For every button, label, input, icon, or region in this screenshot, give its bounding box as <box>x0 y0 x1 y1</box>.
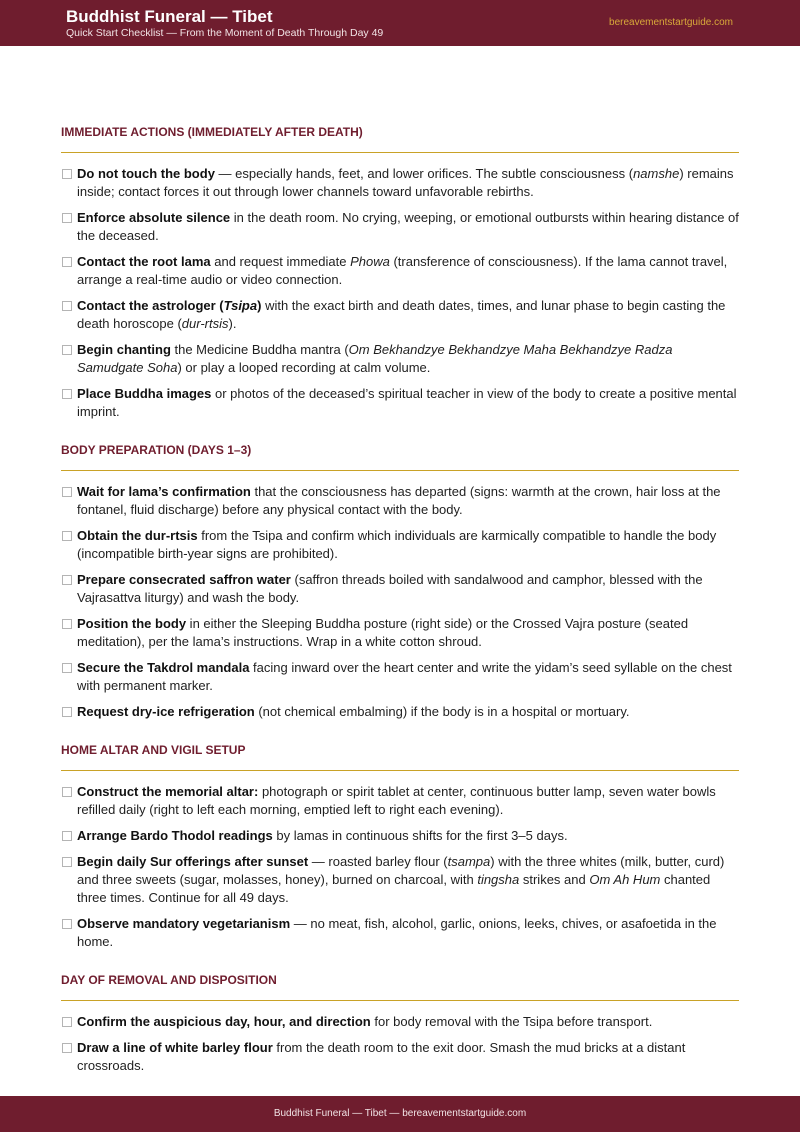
item-text: ) remains inside; contact forces it out through lower channels toward unfavorable rebirths. <box>77 166 734 199</box>
checklist-item <box>61 253 739 289</box>
checklist-item <box>61 165 739 201</box>
item-heading: Obtain the dur-rtsis <box>77 528 198 543</box>
item-text: ). <box>228 316 237 331</box>
item-text: ) or play a looped recording at calm volume. <box>177 360 431 375</box>
checklist-item <box>61 527 739 563</box>
header-site-link[interactable]: bereavementstartguide.com <box>609 17 733 28</box>
checklist-item <box>61 341 739 377</box>
item-heading: Enforce absolute silence <box>77 210 231 225</box>
document-title: Buddhist Funeral — Tibet <box>66 7 273 26</box>
item-term: tsampa <box>447 854 491 869</box>
checkbox[interactable] <box>62 487 72 497</box>
checkbox[interactable] <box>62 663 72 673</box>
item-heading: Begin chanting <box>77 342 171 357</box>
checklist-item <box>61 827 739 845</box>
checkbox[interactable] <box>62 345 72 355</box>
item-text: strikes and <box>519 872 590 887</box>
checklist-item <box>61 1039 739 1075</box>
checklist-section <box>61 125 739 421</box>
item-text: (saffron threads boiled with sandalwood and camphor, blessed with the Vajrasattva liturgy) and wash the body. <box>77 572 703 605</box>
item-text: for body removal with the Tsipa before transport. <box>370 1014 653 1029</box>
checklist-section <box>61 743 739 951</box>
checklist-section <box>61 443 739 721</box>
checklist-content <box>61 125 739 1097</box>
checklist-item <box>61 915 739 951</box>
checkbox[interactable] <box>62 619 72 629</box>
item-heading: Construct the memorial altar: <box>77 784 259 799</box>
checkbox[interactable] <box>62 857 72 867</box>
page-footer <box>0 1096 800 1132</box>
item-heading: Request dry-ice refrigeration <box>77 704 255 719</box>
item-term: Om Bekhandzye Bekhandzye Maha Bekhandzye Radza Samudgate Soha <box>77 342 673 375</box>
checkbox[interactable] <box>62 575 72 585</box>
item-term: Om Ah Hum <box>589 872 661 887</box>
checklist-item <box>61 297 739 333</box>
checklist-section <box>61 973 739 1075</box>
footer-text: Buddhist Funeral — Tibet — bereavementstartguide.com <box>273 1108 527 1119</box>
section-title: DAY OF REMOVAL AND DISPOSITION <box>61 973 739 1001</box>
checkbox[interactable] <box>62 531 72 541</box>
item-text: photograph or spirit tablet at center, continuous butter lamp, seven water bowls refilled daily (right to left each morning, emptied left to right each evening). <box>77 784 716 817</box>
item-text: by lamas in continuous shifts for the first 3–5 days. <box>272 828 568 843</box>
checkbox[interactable] <box>62 787 72 797</box>
item-heading: Arrange Bardo Thodol readings <box>77 828 273 843</box>
item-text: — roasted barley flour ( <box>308 854 448 869</box>
checkbox[interactable] <box>62 1043 72 1053</box>
item-term: namshe <box>633 166 680 181</box>
item-text: ) with the three whites (milk, butter, curd) and three sweets (sugar, molasses, honey), burned on charcoal, with <box>77 854 725 887</box>
checklist-item <box>61 483 739 519</box>
item-heading: Begin daily Sur offerings after sunset <box>77 854 309 869</box>
page-header <box>0 0 800 46</box>
item-heading: Place Buddha images <box>77 386 212 401</box>
checkbox[interactable] <box>62 257 72 267</box>
item-text: with the exact birth and death dates, times, and lunar phase to begin casting the death horoscope ( <box>77 298 726 331</box>
checklist-item <box>61 571 739 607</box>
checkbox[interactable] <box>62 707 72 717</box>
checklist-item <box>61 659 739 695</box>
checkbox[interactable] <box>62 389 72 399</box>
item-text: in the death room. No crying, weeping, or emotional outbursts within hearing distance of the deceased. <box>77 210 739 243</box>
checklist-item <box>61 209 739 245</box>
checkbox[interactable] <box>62 301 72 311</box>
item-text: (transference of consciousness). If the lama cannot travel, arrange a real-time audio or video connection. <box>77 254 728 287</box>
item-text: the Medicine Buddha mantra ( <box>170 342 349 357</box>
section-title: HOME ALTAR AND VIGIL SETUP <box>61 743 739 771</box>
section-title: BODY PREPARATION (DAYS 1–3) <box>61 443 739 471</box>
item-heading: Contact the astrologer (Tsipa) <box>77 298 262 313</box>
item-heading: Wait for lama’s confirmation <box>77 484 251 499</box>
item-text: — no meat, fish, alcohol, garlic, onions, leeks, chives, or asafoetida in the home. <box>77 916 717 949</box>
checklist-item <box>61 385 739 421</box>
item-heading: Confirm the auspicious day, hour, and direction <box>77 1014 371 1029</box>
checklist-item <box>61 853 739 907</box>
item-text: that the consciousness has departed (signs: warmth at the crown, hair loss at the fontanel, fluid discharge) before any physical contact with the body. <box>77 484 721 517</box>
item-text: from the Tsipa and confirm which individuals are karmically compatible to handle the body (incompatible birth-year signs are prohibited). <box>77 528 717 561</box>
item-text: and request immediate <box>210 254 351 269</box>
item-heading: Draw a line of white barley flour <box>77 1040 273 1055</box>
document-subtitle: Quick Start Checklist — From the Moment of Death Through Day 49 <box>66 27 384 39</box>
item-term: Phowa <box>350 254 390 269</box>
item-heading: Observe mandatory vegetarianism <box>77 916 291 931</box>
item-text: facing inward over the heart center and write the yidam’s seed syllable on the chest with permanent marker. <box>77 660 732 693</box>
item-term: dur-rtsis <box>181 316 229 331</box>
checkbox[interactable] <box>62 169 72 179</box>
item-text: or photos of the deceased’s spiritual teacher in view of the body to create a positive mental imprint. <box>77 386 737 419</box>
checklist-item <box>61 1013 739 1031</box>
item-text: in either the Sleeping Buddha posture (right side) or the Crossed Vajra posture (seated meditation), per the lama’s instructions. Wrap in a white cotton shroud. <box>77 616 689 649</box>
item-heading: Do not touch the body <box>77 166 215 181</box>
checklist-item <box>61 783 739 819</box>
section-title: IMMEDIATE ACTIONS (IMMEDIATELY AFTER DEATH) <box>61 125 739 153</box>
item-term: tingsha <box>477 872 520 887</box>
item-text: from the death room to the exit door. Smash the mud bricks at a distant crossroads. <box>77 1040 686 1073</box>
checklist-item <box>61 615 739 651</box>
checklist-item <box>61 703 739 721</box>
checkbox[interactable] <box>62 919 72 929</box>
item-heading: Prepare consecrated saffron water <box>77 572 291 587</box>
item-text: (not chemical embalming) if the body is in a hospital or mortuary. <box>254 704 630 719</box>
item-heading: Secure the Takdrol mandala <box>77 660 250 675</box>
checkbox[interactable] <box>62 1017 72 1027</box>
checkbox[interactable] <box>62 831 72 841</box>
item-text: chanted three times. Continue for all 49 days. <box>77 872 711 905</box>
item-text: — especially hands, feet, and lower orifices. The subtle consciousness ( <box>214 166 634 181</box>
item-heading: Position the body <box>77 616 187 631</box>
checkbox[interactable] <box>62 213 72 223</box>
item-heading: Contact the root lama <box>77 254 211 269</box>
